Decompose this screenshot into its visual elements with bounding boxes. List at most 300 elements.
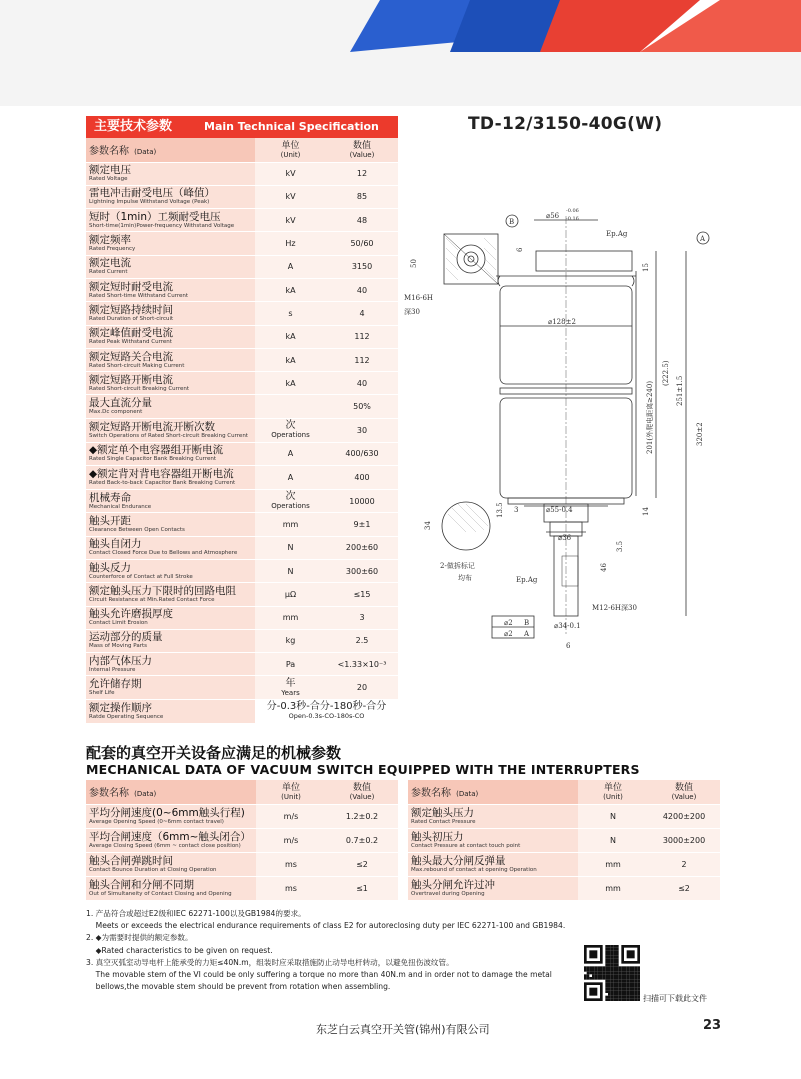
param-en: Max.Dc component [89,409,143,416]
technical-drawing [396,196,726,666]
param-cn: 触头合闸和分闸不同期 [89,878,194,891]
label-dim6: 6 [516,247,524,252]
header-param-en: (Data) [134,790,157,799]
param-cell [408,852,578,876]
value-cell [326,852,398,876]
value: 12 [356,169,368,179]
label-dim6b: 6 [566,642,571,650]
value-cell [326,162,398,185]
param-en: Shelf Life [89,690,115,697]
unit-cell [256,828,326,852]
unit: s [288,308,293,318]
label-dim50: 50 [410,259,418,268]
param-cn: 额定短时耐受电流 [89,280,173,293]
value-cell [326,828,398,852]
unit: mm [605,883,621,893]
value-cell [326,418,398,442]
spec-row [86,395,398,418]
param-cn: 平均合闸速度（6mm~触头闭合） [89,830,251,843]
param-cell [86,490,255,513]
label-tol56-top: -0.06 [566,208,579,214]
unit-cell [255,583,326,606]
param-en: Contact Closed Force Due to Bellows and Atmosphere [89,550,238,557]
label-m12: M12-6H深30 [592,604,637,612]
label-dim34: 34 [424,521,432,530]
param-cn: 触头初压力 [411,830,464,843]
param-cell [86,325,255,348]
mech-row [408,804,720,828]
label-epag-top: Ep.Ag [606,230,628,238]
note-line: ◆Rated characteristics to be given on request. [86,945,273,955]
unit: kV [285,215,296,225]
param-cn: 机械寿命 [89,491,131,504]
value-cell [326,653,398,676]
param-en: Contact Limit Erosion [89,620,148,627]
notes [86,908,606,993]
unit: kg [285,636,296,646]
unit: A [287,449,294,459]
label-m16: M16-6H [404,294,433,302]
unit-cell [255,209,326,232]
spec-row [86,348,398,371]
unit-cell [255,676,326,699]
side-section [442,502,490,550]
value-cell [648,828,720,852]
header-value-cn: 数值 [352,782,371,793]
param-en: Internal Pressure [89,666,136,673]
spec-row [86,676,398,699]
param-cell [86,536,255,559]
param-cn: 额定电流 [89,257,131,270]
param-en: Average Opening Speed (0~6mm contact travel) [89,818,224,825]
label-deep30: 深30 [404,308,420,316]
unit: kA [285,332,296,342]
value: 2 [681,859,687,869]
param-en: Counterforce of Contact at Full Stroke [89,573,193,580]
spec-row [86,255,398,278]
value: 20 [356,683,368,693]
value: 200±60 [345,543,379,553]
unit: m/s [283,835,299,845]
param-cell [86,348,255,371]
param-en: Switch Operations of Rated Short-circuit Breaking Current [89,432,248,439]
value-cell [648,876,720,900]
spec-row-operating-sequence [86,699,398,723]
value: 4 [359,308,365,318]
unit: ms [285,883,297,893]
spec-row [86,418,398,442]
unit: mm [605,859,621,869]
param-cell [86,162,255,185]
spec-row [86,536,398,559]
unit: kA [285,285,296,295]
unit-cn: 次 [285,420,296,432]
label-dim35: 3.5 [616,540,624,552]
unit: m/s [283,811,299,821]
value-cell [648,804,720,828]
label-dim2225: (222.5) [662,360,670,386]
unit-cell [255,606,326,629]
value-cell [326,536,398,559]
header-param-cn: 参数名称 [89,788,129,800]
spec-row [86,606,398,629]
unit-cell [255,255,326,278]
unit-cell [578,852,648,876]
spec-row [86,513,398,536]
unit-en: Operations [271,502,310,511]
value-cell [326,676,398,699]
param-en: Clearance Between Open Contacts [89,527,185,533]
label-dia55: ⌀55-0.4 [546,506,573,514]
spec-row [86,466,398,490]
param-cn: ◆额定背对背电容器组开断电流 [89,468,234,481]
param-cn: 额定电压 [89,164,131,177]
unit-cell [255,536,326,559]
value-cell [326,372,398,395]
spec-title-en: Main Technical Specification [204,120,379,133]
param-en: Rated Short-circuit Breaking Current [89,385,189,392]
note-line: Meets or exceeds the electrical endurance requirements of class E2 for autoreclosing duty per IEC 62271-100 and GB1984. [86,921,566,931]
value-cell [326,606,398,629]
spec-row [86,232,398,255]
unit: kA [285,355,296,365]
value: ≤1 [356,883,368,893]
param-cell [86,583,255,606]
header-param-en: (Data) [456,790,479,799]
param-cell [86,804,256,828]
param-cell [86,653,255,676]
param-en: Lightning Impulse Withstand Voltage (Peak) [89,199,210,206]
unit-cell [256,876,326,900]
unit: Hz [285,239,296,249]
param-en: Rated Contact Pressure [411,818,476,825]
value-cell [326,278,398,301]
header-unit-cn: 单位 [603,782,622,793]
unit: N [287,566,294,576]
spec-row [86,302,398,325]
mech-row [86,828,398,852]
param-cn: 触头合闸弹跳时间 [89,854,173,867]
param-cell [86,828,256,852]
param-en: Contact Pressure at contact touch point [411,842,521,849]
value: 4200±200 [662,811,706,821]
fcf1-dia: ⌀2 [504,619,513,627]
top-flange [536,251,632,271]
param-cn: 额定短路关合电流 [89,350,173,363]
param-en: Ratde Operating Sequence [89,713,164,720]
mech-row [86,804,398,828]
param-cn: 内部气体压力 [89,654,152,667]
mech-title-en: MECHANICAL DATA OF VACUUM SWITCH EQUIPPED WITH THE INTERRUPTERS [86,762,640,777]
note-line: 2. ◆为需要时提供的额定参数。 [86,933,193,943]
label-mark-cn2: 均布 [458,574,472,582]
unit-cn: 次 [285,491,296,503]
param-en: Mass of Moving Parts [89,643,147,650]
unit-cell [255,185,326,208]
unit-cell [255,372,326,395]
unit-cell [578,804,648,828]
unit: A [287,473,294,483]
spec-row [86,209,398,232]
spec-row [86,162,398,185]
param-cn: 额定短路开断电流 [89,373,173,386]
param-cn: 额定频率 [89,234,131,247]
value: 50/60 [350,239,374,249]
param-cell [86,442,255,465]
param-cn: 触头最大分闸反弹量 [411,854,506,867]
note-line: 3. 真空灭弧室动导电杆上能承受的力矩≤40N.m，组装时应采取措施防止动导电杆转动，以避免扭伤波纹管。 [86,957,454,967]
param-en: Out of Simultaneity of Contact Closing and Opening [89,890,232,897]
value-cell [326,348,398,371]
label-dim46: 46 [600,563,608,572]
value: 400/630 [345,449,379,459]
param-cn: 触头允许磨损厚度 [89,608,173,621]
unit-cell [255,418,326,442]
spec-row [86,442,398,465]
unit-cn: 年 [285,677,296,689]
label-dia128: ⌀128±2 [548,318,576,326]
value-cn: 分-0.3秒-合分-180秒-合分 [266,701,387,713]
header-value-cn: 数值 [352,140,371,151]
param-cell [86,606,255,629]
mech-row [408,876,720,900]
value-cell [326,325,398,348]
param-en: Max.rebound of contact at opening Operation [411,866,537,873]
param-cell [86,876,256,900]
value-cell [326,232,398,255]
unit: kV [285,169,296,179]
unit-cell [255,348,326,371]
spec-row [86,490,398,513]
unit: mm [282,613,299,623]
value: 48 [356,215,368,225]
param-en: Rated Current [89,269,128,276]
value-cell [326,466,398,490]
label-dim14: 14 [642,507,650,516]
qr-code-icon[interactable] [584,945,640,1001]
param-en: Overtravel during Opening [411,890,485,897]
unit-cell [578,828,648,852]
param-en: Rated Voltage [89,176,128,183]
value-cell [326,302,398,325]
param-cn: 额定触头压力下限时的回路电阻 [89,584,236,597]
note-line: 1. 产品符合或超过E2级和IEC 62271-100以及GB1984的要求。 [86,909,306,918]
param-cn: 触头开距 [89,515,131,527]
unit-cell [255,395,326,418]
unit-cell [255,513,326,536]
unit-cell [255,559,326,582]
param-en: Rated Short-circuit Making Current [89,362,185,369]
param-cn: 额定短路持续时间 [89,303,173,316]
value-cell [648,852,720,876]
spec-row [86,583,398,606]
mech-row [408,852,720,876]
param-en: Rated Back-to-back Capacitor Bank Breaking Current [89,480,236,487]
param-en: Short-time(1min)Power-frequency Withstand Voltage [89,222,235,229]
mech-table-right [408,780,720,901]
value-cell [326,209,398,232]
label-dim15: 15 [642,263,650,272]
value: 2.5 [355,636,369,646]
mech-right-header [408,780,720,804]
header-unit-en: (Unit) [281,792,301,801]
note-line: The movable stem of the VI could be only suffering a torque no more than 40N.m and in order not to damage the metal [86,970,552,980]
unit-cell [255,490,326,513]
param-cell [408,876,578,900]
label-dim135: 13.5 [496,502,504,518]
unit: A [287,262,294,272]
label-dia36: ⌀36 [558,534,572,542]
label-A: A [700,235,706,243]
label-dim251: 251±1.5 [676,375,684,406]
mech-row [86,852,398,876]
param-en: Circuit Resistance at Min.Rated Contact Force [89,596,215,603]
company-footer: 东芝白云真空开关管(锦州)有限公司 [316,1023,490,1036]
label-B: B [509,218,515,226]
param-cell [408,828,578,852]
header-unit-en: (Unit) [603,792,623,801]
param-en: Rated Frequency [89,246,136,253]
param-cell [86,232,255,255]
header-param-cn: 参数名称 [411,788,451,800]
param-cell [86,372,255,395]
value: 400 [354,473,370,483]
param-cn: 雷电冲击耐受电压（峰值） [89,187,215,200]
unit-cell [255,302,326,325]
value: ≤2 [678,883,690,893]
unit-cell [255,232,326,255]
unit: mm [282,520,299,529]
spec-table [86,138,398,724]
param-en: Average Closing Speed (6mm ~ contact close position) [89,842,241,849]
label-dia56: ⌀56 [546,212,560,220]
unit-cell [256,852,326,876]
value-cell [326,804,398,828]
param-cell [86,676,255,699]
param-cell [86,302,255,325]
spec-row [86,653,398,676]
value: ≤2 [356,859,368,869]
mech-row [408,828,720,852]
unit-en: Years [281,688,300,697]
unit-cell [255,278,326,301]
param-en: Rated Single Capacitor Bank Breaking Current [89,456,216,463]
unit-cell [255,653,326,676]
param-cell [408,804,578,828]
spec-row [86,372,398,395]
param-cell [86,852,256,876]
unit: N [287,543,294,553]
label-tol56-bot: -0.16 [566,216,579,222]
spec-row [86,278,398,301]
mech-left-header [86,780,398,804]
unit: kA [285,378,296,388]
value: 3150 [351,262,373,272]
value: 300±60 [345,566,379,576]
value-cell [326,629,398,652]
param-cn: 触头分闸允许过冲 [411,878,495,891]
value-en: Open-0.3s-CO-180s-CO [288,712,365,721]
param-cn: 短时（1min）工频耐受电压 [89,210,221,223]
unit-cell [256,804,326,828]
value: 50% [353,402,371,412]
value: 112 [354,355,370,365]
note-line: bellows,the movable stem should be prevent from rotation when assembling. [86,982,391,992]
top-banner [0,0,801,106]
spec-row [86,559,398,582]
value-cell [326,442,398,465]
param-cell [86,559,255,582]
param-cn: 最大直流分量 [89,397,152,410]
header-unit-cn: 单位 [281,782,300,793]
header-value-en: (Value) [349,792,375,801]
param-cn: 触头反力 [89,561,131,574]
header-unit-en: (Unit) [280,150,301,159]
header-param-cn: 参数名称 [89,146,129,158]
value: 9±1 [353,520,371,529]
value: 40 [356,285,368,295]
header-value-cn: 数值 [674,782,693,793]
banner-graphic [0,0,801,106]
value-cell [326,490,398,513]
spec-title-bar [86,116,398,138]
fcf2-ref: A [524,630,530,638]
param-cn: 运动部分的质量 [89,631,163,644]
model-number: TD-12/3150-40G(W) [468,114,663,134]
param-cell [86,209,255,232]
fcf2-dia: ⌀2 [504,630,513,638]
unit-cell [578,876,648,900]
value: 1.2±0.2 [345,811,379,821]
value-cell [326,583,398,606]
fcf1-ref: B [524,619,530,627]
unit: kV [285,192,296,202]
page-number: 23 [703,1018,722,1033]
mech-row [86,876,398,900]
param-cn: 额定操作顺序 [89,701,152,714]
unit-cell [255,629,326,652]
header-value-en: (Value) [671,792,697,801]
param-cn: 额定短路开断电流开断次数 [89,420,215,433]
qr-caption: 扫描可下载此文件 [643,994,707,1003]
param-cn: 额定峰值耐受电流 [89,327,173,340]
value-cell [326,255,398,278]
spec-row [86,185,398,208]
param-cn: 触头自闭力 [89,538,142,551]
param-en: Rated Peak Withstand Current [89,339,172,346]
param-en: Mechanical Endurance [89,503,152,510]
unit: ms [285,859,297,869]
value: 10000 [349,496,375,506]
unit: μΩ [284,589,297,599]
spec-header-row [86,138,398,162]
value-cell [326,876,398,900]
param-en: Contact Bounce Duration at Closing Operation [89,866,217,873]
param-cell [86,278,255,301]
label-epag-bot: Ep.Ag [516,576,538,584]
value: 85 [356,192,368,202]
param-cell [86,513,255,536]
unit-cell [255,466,326,490]
param-en: Rated Short-time Withstand Current [89,292,189,299]
value: 3000±200 [662,835,706,845]
value: 112 [354,332,370,342]
param-en: Rated Duration of Short-circuit [89,315,174,322]
spec-title-cn: 主要技术参数 [94,119,173,134]
label-dia34: ⌀34-0.1 [554,622,581,630]
value: ≤15 [353,589,371,599]
param-cell [86,418,255,442]
